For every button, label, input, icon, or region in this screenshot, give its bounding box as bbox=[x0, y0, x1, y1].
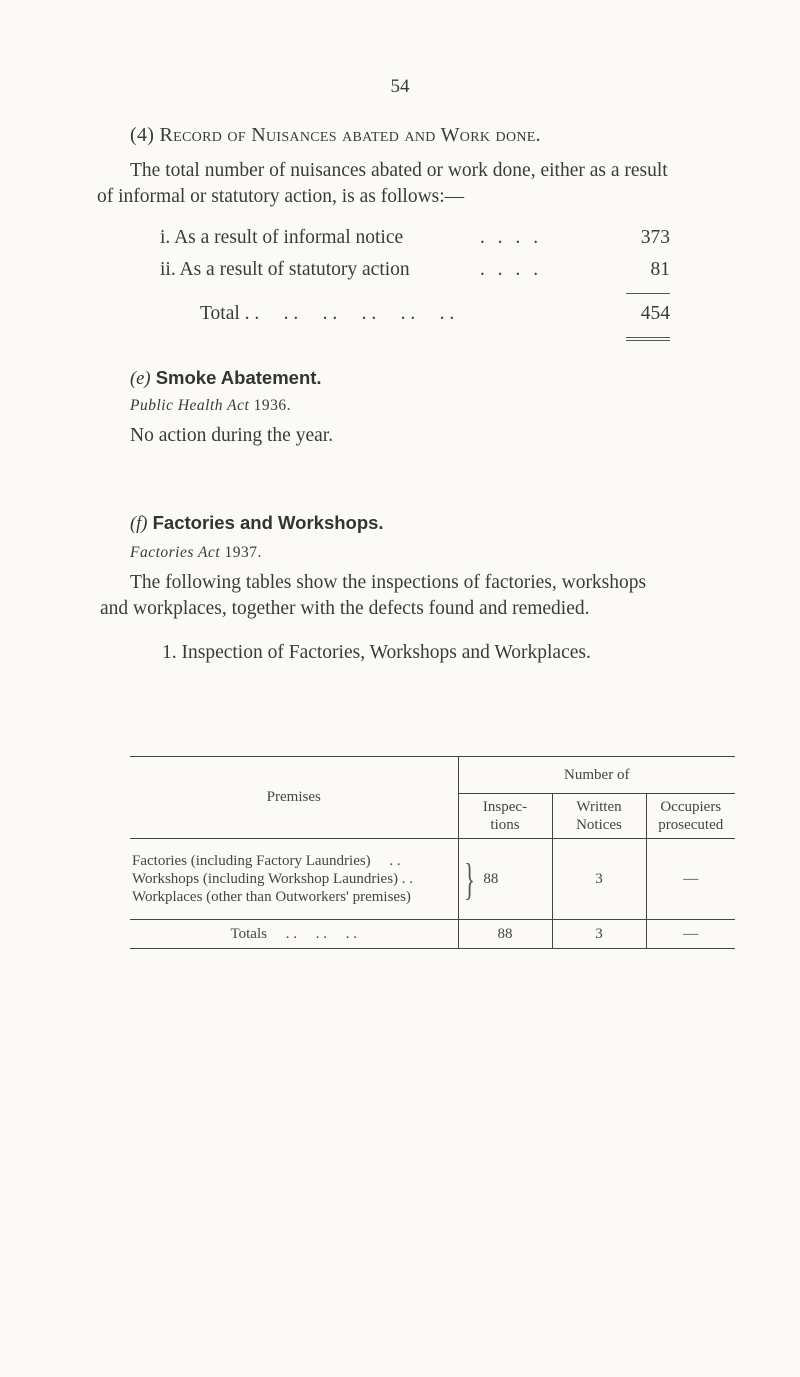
section-f-title: Factories and Workshops. bbox=[152, 512, 384, 533]
public-health-act bbox=[130, 397, 291, 415]
intro-line-2: of informal or statutory action, is as follows:— bbox=[97, 186, 465, 207]
written-notices-header: Written Notices bbox=[552, 794, 646, 839]
section-4-intro bbox=[97, 158, 770, 210]
occupiers-prosecuted-header: Occupiers prosecuted bbox=[646, 794, 735, 839]
inspections-header: Inspec- tions bbox=[458, 794, 552, 839]
intro-line-1: The total number of nuisances abated or work done, either as a result bbox=[130, 160, 668, 181]
factories-workshops-heading bbox=[130, 512, 384, 535]
page-number: 54 bbox=[390, 76, 410, 97]
section-f-letter: (f) bbox=[130, 514, 148, 534]
totals-label: Totals . . . . . . bbox=[230, 925, 357, 942]
factories-paragraph bbox=[100, 570, 770, 622]
totals-occupiers-prosecuted: — bbox=[646, 920, 735, 949]
total-label: Total . . . . . . . . . . . . bbox=[200, 303, 455, 324]
act-year: 1937. bbox=[224, 544, 262, 561]
inspection-table-title: 1. Inspection of Factories, Workshops and Workplaces. bbox=[162, 642, 591, 663]
total-row bbox=[200, 303, 670, 325]
premises-row-workplaces: Workplaces (other than Outworkers' premises) bbox=[132, 889, 411, 905]
double-rule-top bbox=[626, 337, 670, 338]
row-label: i. As a result of informal notice bbox=[160, 227, 404, 248]
totals-inspections: 88 bbox=[458, 920, 552, 949]
premises-list bbox=[130, 839, 458, 920]
totals-written-notices: 3 bbox=[552, 920, 646, 949]
para-line-1: The following tables show the inspections of factories, workshops bbox=[130, 572, 647, 593]
section-e-title: Smoke Abatement. bbox=[155, 367, 322, 388]
act-year: 1936. bbox=[253, 397, 292, 414]
para-line-2: and workplaces, together with the defects found and remedied. bbox=[100, 598, 590, 619]
section-4-title: Record of Nuisances abated and Work done. bbox=[159, 124, 541, 146]
premises-header: Premises bbox=[130, 757, 458, 839]
premises-row-factories: Factories (including Factory Laundries) . . bbox=[132, 853, 401, 869]
statutory-action-row bbox=[160, 259, 670, 281]
sum-rule bbox=[626, 293, 670, 294]
occupiers-prosecuted-value: — bbox=[646, 839, 735, 920]
smoke-abatement-text: No action during the year. bbox=[130, 425, 334, 446]
inspections-value-cell bbox=[458, 839, 552, 920]
act-name: Public Health Act bbox=[130, 397, 250, 414]
leader-dots: . . . . bbox=[480, 227, 543, 248]
section-4-heading bbox=[130, 124, 541, 147]
row-value: 81 bbox=[650, 259, 670, 280]
row-value: 373 bbox=[640, 227, 670, 248]
act-name: Factories Act bbox=[130, 544, 221, 561]
total-value: 454 bbox=[640, 303, 670, 324]
factories-act bbox=[130, 544, 262, 562]
number-of-header: Number of bbox=[458, 757, 735, 794]
section-4-number: (4) bbox=[130, 124, 155, 146]
leader-dots: . . . . bbox=[480, 259, 543, 280]
inspection-table bbox=[130, 756, 735, 949]
brace-glyph: } bbox=[463, 854, 475, 904]
written-notices-value: 3 bbox=[552, 839, 646, 920]
informal-notice-row bbox=[160, 227, 670, 249]
row-label: ii. As a result of statutory action bbox=[160, 259, 410, 280]
inspections-value: 88 bbox=[483, 870, 499, 887]
smoke-abatement-heading bbox=[130, 367, 322, 390]
premises-row-workshops: Workshops (including Workshop Laundries) . . bbox=[132, 871, 414, 887]
double-rule-bottom bbox=[626, 340, 670, 341]
section-e-letter: (e) bbox=[130, 369, 151, 389]
